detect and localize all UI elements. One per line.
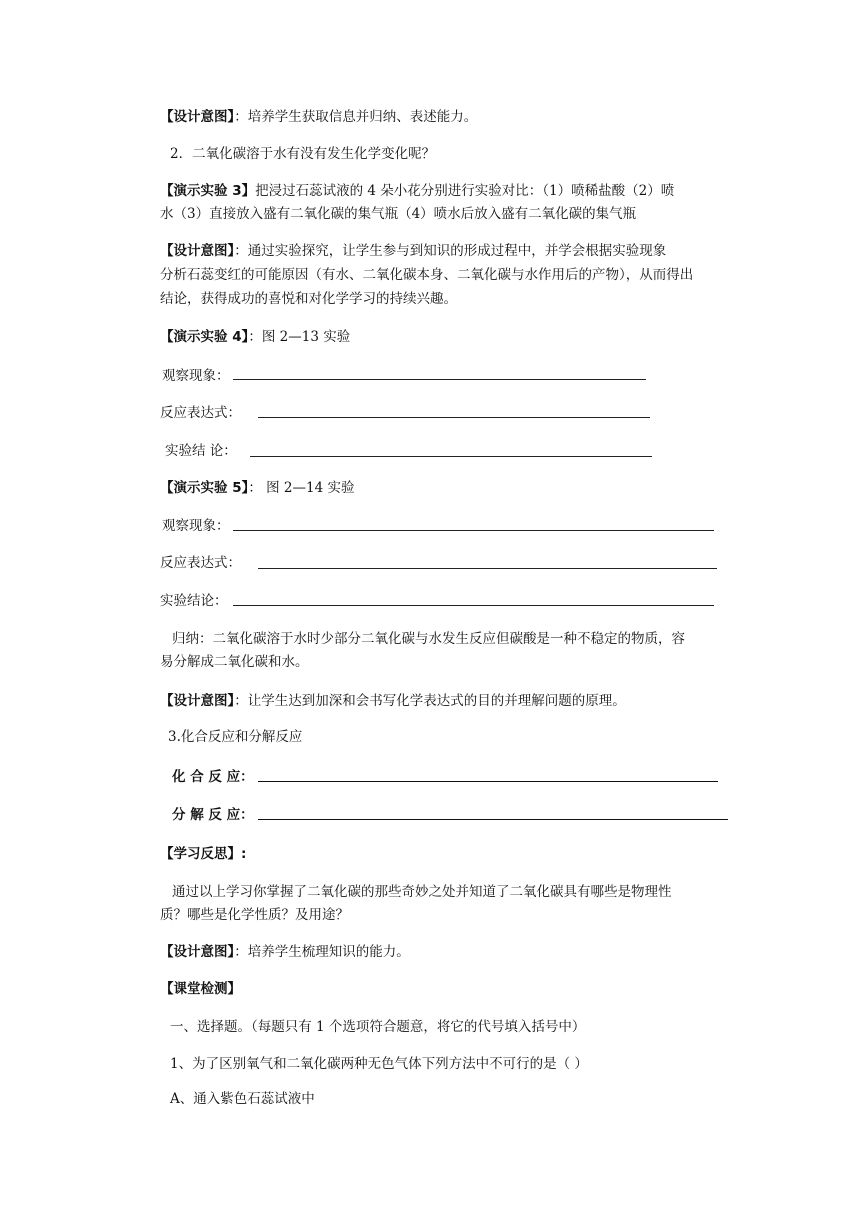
question-1-option-a: A、通入紫色石蕊试液中 [170, 1091, 315, 1107]
reflection-line-2: 质？哪些是化学性质？及用途？ [160, 907, 349, 923]
section-3-heading: 3.化合反应和分解反应 [168, 729, 303, 745]
exp5-conclusion-blank[interactable] [233, 605, 714, 606]
question-2-heading: 2．二氧化碳溶于水有没有发生化学变化呢？ [170, 146, 436, 162]
design-intent-4: 【设计意图】：培养学生梳理知识的能力。 [160, 944, 410, 960]
demo-experiment-4: 【演示实验 4】：图 2—13 实验 [160, 329, 351, 345]
exp5-observe-label: 观察现象： [162, 518, 230, 534]
exp5-reaction-label: 反应表达式： [160, 555, 241, 571]
summary-line-1: 归纳：二氧化碳溶于水时少部分二氧化碳与水发生反应但碳酸是一种不稳定的物质，容 [172, 631, 685, 647]
design-intent-3: 【设计意图】：让学生达到加深和会书写化学表达式的目的并理解问题的原理。 [160, 693, 626, 709]
summary-line-2: 易分解成二氧化碳和水。 [160, 654, 309, 670]
exp4-observe-label: 观察现象： [162, 368, 230, 384]
exp4-conclusion-blank[interactable] [250, 456, 652, 457]
exp4-reaction-blank[interactable] [258, 417, 650, 418]
design-intent-2-line3: 结论，获得成功的喜悦和对化学学习的持续兴趣。 [160, 291, 457, 307]
reflection-line-1: 通过以上学习你掌握了二氧化碳的那些奇妙之处并知道了二氧化碳具有哪些是物理性 [172, 884, 672, 900]
combination-reaction-blank[interactable] [258, 781, 718, 782]
demo-experiment-3-cont: 水（3）直接放入盛有二氧化碳的集气瓶（4）喷水后放入盛有二氧化碳的集气瓶 [160, 206, 637, 222]
demo-experiment-3: 【演示实验 3】把浸过石蕊试液的 4 朵小花分别进行实验对比：（1）喷稀盐酸（2）喷 [160, 183, 675, 199]
question-1: 1、为了区别氧气和二氧化碳两种无色气体下列方法中不可行的是（ ） [170, 1056, 588, 1072]
decomposition-reaction-blank[interactable] [258, 819, 728, 820]
exp5-conclusion-label: 实验结论： [160, 593, 228, 609]
exp4-conclusion-label: 实验结 论： [165, 443, 237, 459]
decomposition-reaction-label: 分 解 反 应： [172, 807, 254, 823]
demo-experiment-5: 【演示实验 5】： 图 2—14 实验 [160, 480, 355, 496]
class-check-heading: 【课堂检测】 [160, 981, 241, 997]
exp5-observe-blank[interactable] [233, 530, 714, 531]
design-intent-2-line2: 分析石蕊变红的可能原因（有水、二氧化碳本身、二氧化碳与水作用后的产物），从而得出 [160, 267, 694, 283]
design-intent-1: 【设计意图】：培养学生获取信息并归纳、表述能力。 [160, 109, 478, 125]
combination-reaction-label: 化 合 反 应： [172, 769, 254, 785]
exp5-reaction-blank[interactable] [258, 568, 717, 569]
section-1-multiple-choice: 一、选择题。（每题只有 1 个选项符合题意，将它的代号填入括号中） [170, 1019, 586, 1035]
design-intent-2: 【设计意图】：通过实验探究，让学生参与到知识的形成过程中，并学会根据实验现象 [160, 243, 667, 259]
learning-reflection-heading: 【学习反思】: [160, 846, 247, 862]
exp4-reaction-label: 反应表达式： [160, 405, 241, 421]
exp4-observe-blank[interactable] [233, 379, 646, 380]
